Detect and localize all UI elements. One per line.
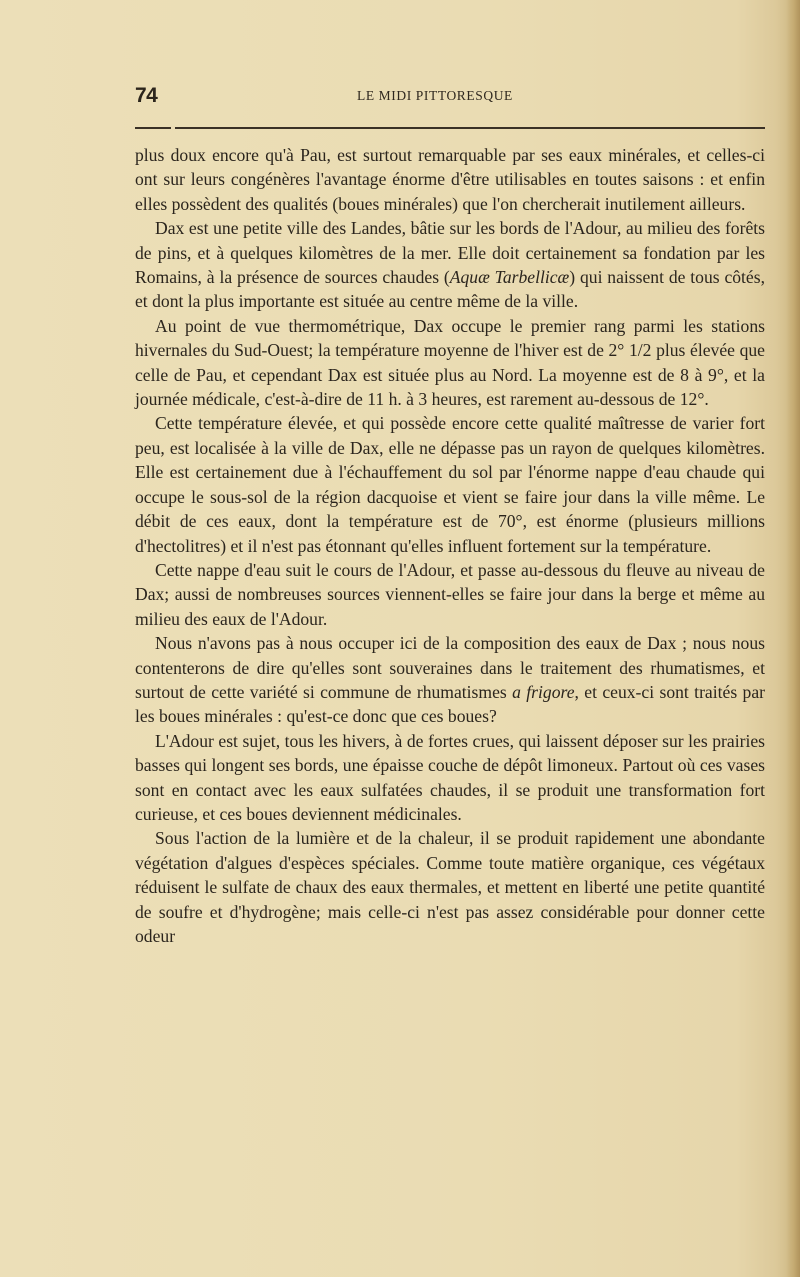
header-rule-break [171,126,175,130]
latin-term-aquae-tarbellicae: Aquæ Tarbellicæ [449,267,570,288]
header-rule [135,127,765,129]
paragraph-5: Cette nappe d'eau suit le cours de l'Adour, et passe au-dessous du fleuve au niveau de Dax; aussi de nombreuses sources viennent-elles se faire jour dans la berge et même au milieu des eaux de l'Adour. [135,559,765,629]
page-header [135,84,765,108]
paragraph-6-text-a: Nous n'avons pas à nous occuper ici de la composition des eaux de Dax ; nous nous contenterons de dire qu'elles sont souveraines dans le traitement des rhumatismes, et surtout de cette variété si commune de rhumatismes [135,633,765,702]
paragraph-6 [135,631,765,729]
paragraph-3: Au point de vue thermométrique, Dax occupe le premier rang parmi les stations hivernales du Sud-Ouest; la température moyenne de l'hiver est de 2° 1/2 plus élevée que celle de Pau, et cependant Dax est située plus au Nord. La moyenne est de 8 à 9°, et la journée médicale, c'est-à-dire de 11 h. à 3 heures, est rarement au-dessous de 12°. [135,315,765,410]
running-title: LE MIDI PITTORESQUE [357,88,513,103]
page-edge-shadow [786,0,800,1277]
paragraph-2 [135,216,765,314]
latin-term-a-frigore: a frigore [512,681,575,702]
body-text [135,143,765,948]
paragraph-6-text-b: , et ceux-ci sont traités par les boues minérales : qu'est-ce donc que ces boues? [135,681,766,727]
page-number: 74 [135,84,158,107]
paragraph-8: Sous l'action de la lumière et de la chaleur, il se produit rapidement une abondante végétation d'algues d'espèces spéciales. Comme toute matière organique, ces végétaux réduisent le sulfate de chaux des eaux thermales, et mettent en liberté une petite quantité de soufre et d'hydrogène; mais celle-ci n'est pas assez considérable pour donner cette odeur [135,828,765,946]
paragraph-2-text-a: Dax est une petite ville des Landes, bâtie sur les bords de l'Adour, au milieu des forêts de pins, et à quelques kilomètres de la mer. Elle doit certainement sa fondation par les Romains, à la présence de sources chaudes ( [135,218,765,288]
paragraph-4: Cette température élevée, et qui possède encore cette qualité maîtresse de varier fort peu, est localisée à la ville de Dax, elle ne dépasse pas un rayon de quelques kilomètres. Elle est certainement due à l'échauffement du sol par l'énorme nappe d'eau chaude qui occupe le sous-sol de la région dacquoise et vient se faire jour dans la ville même. Le débit de ces eaux, dont la température est de 70°, est énorme (plusieurs millions d'hectolitres) et il n'est pas étonnant qu'elles influent fortement sur la température. [135,413,765,556]
paragraph-1: plus doux encore qu'à Pau, est surtout remarquable par ses eaux minérales, et celles-ci ont sur leurs congénères l'avantage énorme d'être utilisables en toutes saisons : et enfin elles possèdent des qualités (boues minérales) que l'on chercherait inutilement ailleurs. [135,145,765,214]
paragraph-7: L'Adour est sujet, tous les hivers, à de fortes crues, qui laissent déposer sur les prairies basses qui longent ses bords, une épaisse couche de dépôt limoneux. Partout où ces vases sont en contact avec les eaux sulfatées chaudes, il se produit une transformation fort curieuse, et ces boues deviennent médicinales. [135,730,765,824]
paragraph-2-text-b: ) qui naissent de tous côtés, et dont la plus importante est située au centre même de la ville. [135,267,765,312]
